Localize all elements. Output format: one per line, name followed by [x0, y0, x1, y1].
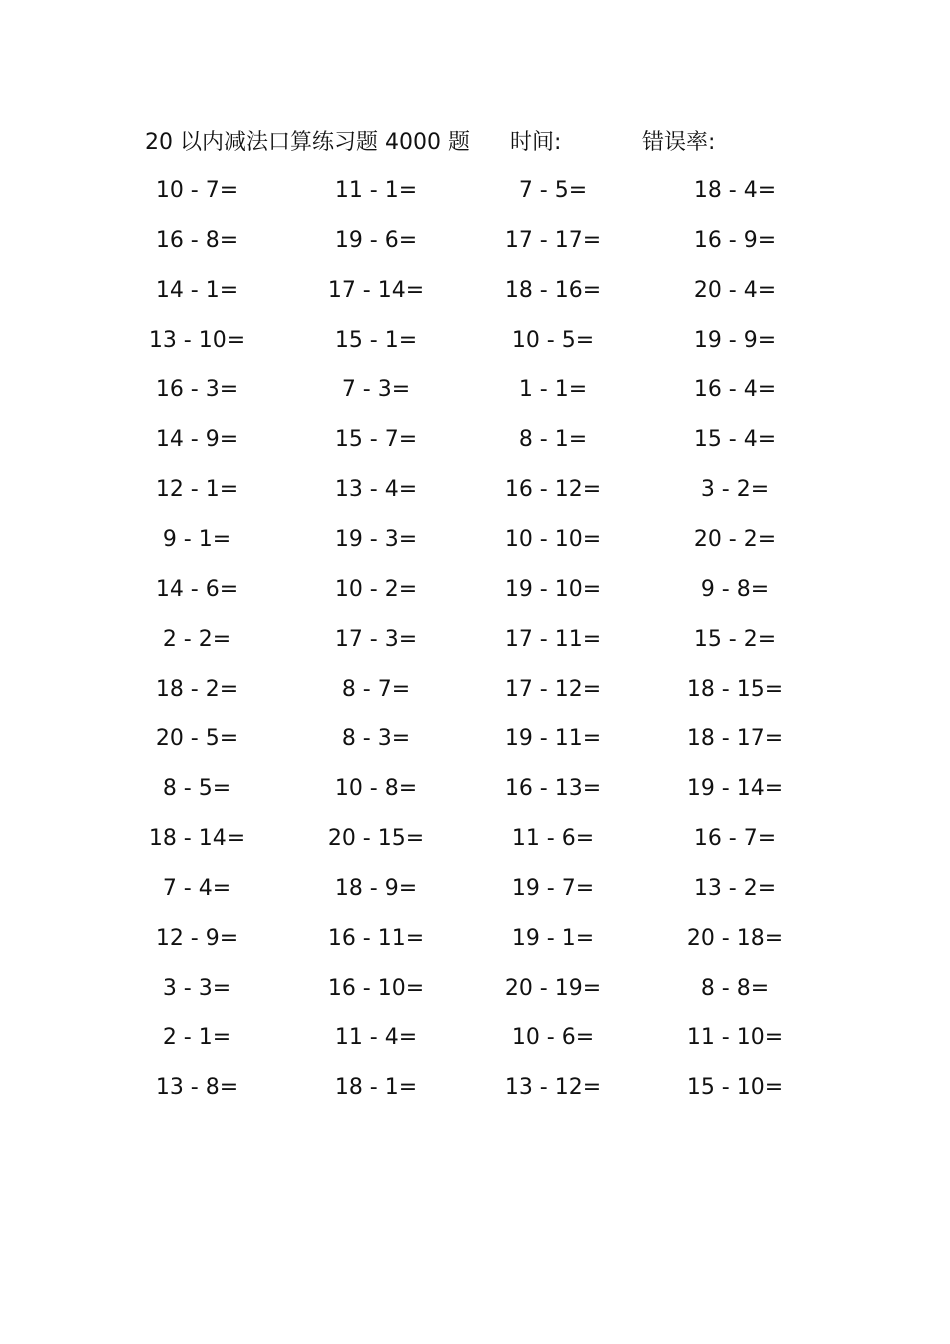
problem-item: 15 - 4= [693, 427, 777, 453]
problem-item: 7 - 4= [162, 875, 232, 901]
problem-item: 18 - 17= [686, 726, 784, 752]
problem-item: 19 - 1= [511, 925, 595, 951]
problem-item: 11 - 10= [686, 1025, 784, 1051]
worksheet-title: 20 以内减法口算练习题 4000 题 [145, 130, 470, 155]
problem-item: 8 - 8= [700, 975, 770, 1001]
problem-item: 16 - 12= [504, 477, 602, 503]
problem-item: 11 - 6= [511, 826, 595, 852]
problem-item: 18 - 1= [334, 1075, 418, 1101]
problem-item: 10 - 7= [155, 178, 239, 203]
problem-item: 8 - 3= [341, 726, 411, 752]
problem-item: 17 - 14= [327, 277, 425, 303]
problem-item: 8 - 1= [518, 427, 588, 453]
problem-item: 20 - 15= [327, 826, 425, 852]
problem-item: 11 - 1= [334, 178, 418, 203]
problem-item: 2 - 2= [162, 626, 232, 652]
error-rate-label: 错误率: [642, 130, 716, 155]
problem-item: 17 - 17= [504, 227, 602, 253]
problem-item: 19 - 6= [334, 227, 418, 253]
problem-item: 12 - 1= [155, 477, 239, 503]
problem-item: 15 - 10= [686, 1075, 784, 1101]
problem-item: 10 - 5= [511, 327, 595, 353]
problem-item: 13 - 2= [693, 875, 777, 901]
problem-item: 16 - 11= [327, 925, 425, 951]
problem-item: 8 - 7= [341, 676, 411, 702]
problem-item: 13 - 12= [504, 1075, 602, 1101]
problem-item: 10 - 8= [334, 776, 418, 802]
problem-item: 3 - 3= [162, 975, 232, 1001]
problem-item: 20 - 2= [693, 526, 777, 552]
problem-item: 17 - 3= [334, 626, 418, 652]
problem-item: 18 - 2= [155, 676, 239, 702]
problem-item: 18 - 14= [148, 826, 246, 852]
problem-item: 12 - 9= [155, 925, 239, 951]
problem-item: 18 - 9= [334, 875, 418, 901]
problem-item: 3 - 2= [700, 477, 770, 503]
problem-item: 18 - 4= [693, 178, 777, 203]
problem-item: 19 - 11= [504, 726, 602, 752]
problem-item: 16 - 8= [155, 227, 239, 253]
problem-item: 20 - 18= [686, 925, 784, 951]
problem-item: 18 - 15= [686, 676, 784, 702]
problem-item: 16 - 9= [693, 227, 777, 253]
problem-item: 19 - 9= [693, 327, 777, 353]
problem-item: 19 - 14= [686, 776, 784, 802]
problem-item: 10 - 6= [511, 1025, 595, 1051]
problem-item: 10 - 2= [334, 576, 418, 602]
problem-item: 2 - 1= [162, 1025, 232, 1051]
problem-item: 1 - 1= [518, 377, 588, 403]
problem-item: 13 - 10= [148, 327, 246, 353]
problem-item: 13 - 4= [334, 477, 418, 503]
problem-item: 15 - 2= [693, 626, 777, 652]
problem-item: 15 - 1= [334, 327, 418, 353]
problem-item: 13 - 8= [155, 1075, 239, 1101]
problem-item: 14 - 6= [155, 576, 239, 602]
problem-item: 16 - 3= [155, 377, 239, 403]
problem-item: 11 - 4= [334, 1025, 418, 1051]
problem-item: 16 - 10= [327, 975, 425, 1001]
time-label: 时间: [510, 130, 562, 155]
problem-item: 15 - 7= [334, 427, 418, 453]
problem-item: 9 - 8= [700, 576, 770, 602]
problem-item: 10 - 10= [504, 526, 602, 552]
problem-item: 14 - 9= [155, 427, 239, 453]
problem-item: 7 - 3= [341, 377, 411, 403]
problem-item: 16 - 13= [504, 776, 602, 802]
problem-item: 17 - 12= [504, 676, 602, 702]
problem-item: 19 - 7= [511, 875, 595, 901]
problem-item: 16 - 4= [693, 377, 777, 403]
problem-item: 20 - 19= [504, 975, 602, 1001]
problem-item: 14 - 1= [155, 277, 239, 303]
problem-item: 7 - 5= [518, 178, 588, 203]
problem-item: 20 - 5= [155, 726, 239, 752]
problem-item: 19 - 3= [334, 526, 418, 552]
problem-item: 8 - 5= [162, 776, 232, 802]
problem-item: 18 - 16= [504, 277, 602, 303]
problem-item: 9 - 1= [162, 526, 232, 552]
problem-item: 20 - 4= [693, 277, 777, 303]
problem-item: 19 - 10= [504, 576, 602, 602]
problem-item: 16 - 7= [693, 826, 777, 852]
problem-item: 17 - 11= [504, 626, 602, 652]
